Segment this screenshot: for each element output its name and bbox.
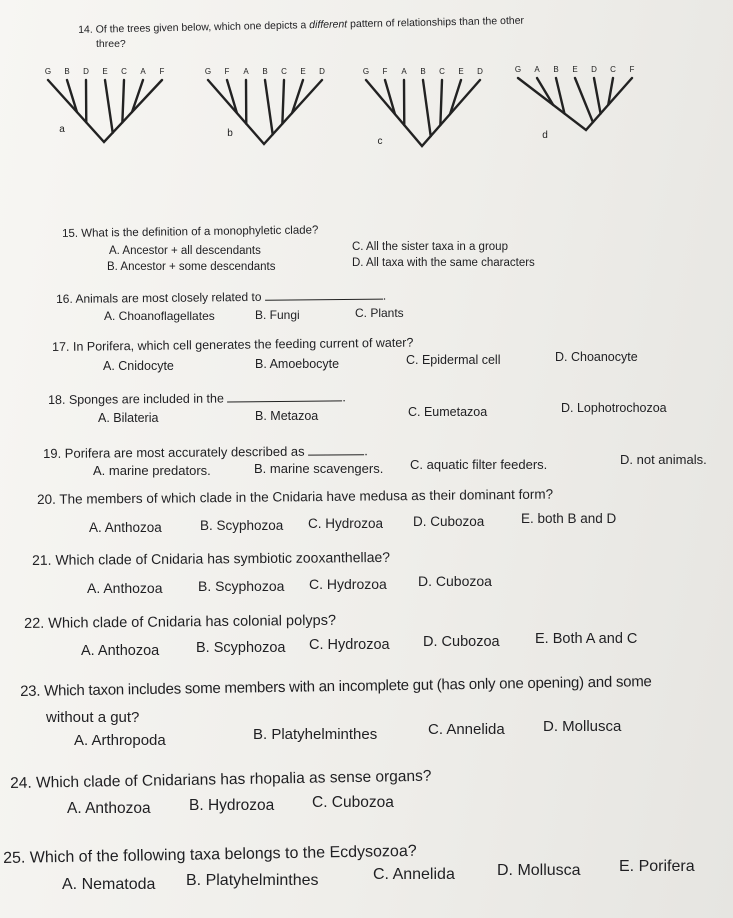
tree-label: b xyxy=(227,128,233,139)
q20-option-d[interactable]: D. Cubozoa xyxy=(413,514,485,529)
q20-option-a[interactable]: A. Anthozoa xyxy=(89,520,162,535)
q25-option-b[interactable]: B. Platyhelminthes xyxy=(186,872,319,889)
question-23: 23. Which taxon includes some members with an incomplete gut (has only one opening) and some xyxy=(20,673,652,700)
question-18-text: 18. Sponges are included in the xyxy=(48,391,224,407)
q15-option-a[interactable]: A. Ancestor + all descendants xyxy=(109,245,261,257)
q22-option-b[interactable]: B. Scyphozoa xyxy=(196,640,286,656)
q20-option-e[interactable]: E. both B and D xyxy=(521,511,617,526)
tree-leaf-label: E xyxy=(572,65,578,74)
tree-leaf-label: F xyxy=(159,67,165,76)
tree-branch xyxy=(518,78,632,130)
tree-branch xyxy=(208,80,322,144)
q18-option-b[interactable]: B. Metazoa xyxy=(255,409,319,423)
q15-option-b[interactable]: B. Ancestor + some descendants xyxy=(107,261,276,273)
q22-option-d[interactable]: D. Cubozoa xyxy=(423,634,500,650)
q20-option-c[interactable]: C. Hydrozoa xyxy=(308,516,384,531)
q17-option-c[interactable]: C. Epidermal cell xyxy=(406,353,501,367)
q24-option-a[interactable]: A. Anthozoa xyxy=(67,800,151,817)
question-14-text-b: pattern of relationships than the other xyxy=(347,14,525,31)
tree-branch xyxy=(366,80,480,146)
tree-branch xyxy=(440,80,442,125)
q17-option-a[interactable]: A. Cnidocyte xyxy=(103,359,174,373)
tree-branch xyxy=(282,80,284,124)
tree-leaf-label: B xyxy=(64,67,70,76)
tree-leaf-label: D xyxy=(83,67,89,76)
tree-branch xyxy=(122,80,124,122)
tree-leaf-label: C xyxy=(610,65,616,74)
q25-option-d[interactable]: D. Mollusca xyxy=(497,862,581,879)
question-14 xyxy=(78,15,524,36)
tree-branch xyxy=(575,78,593,122)
tree-leaf-label: F xyxy=(224,67,230,76)
tree-leaf-label: D xyxy=(591,65,597,74)
question-17: 17. In Porifera, which cell generates the feeding current of water? xyxy=(52,335,414,354)
q23-option-d[interactable]: D. Mollusca xyxy=(543,718,622,735)
q18-option-d[interactable]: D. Lophotrochozoa xyxy=(561,401,667,415)
q16-option-c[interactable]: C. Plants xyxy=(355,306,404,320)
answer-blank[interactable] xyxy=(265,299,383,301)
q21-option-a[interactable]: A. Anthozoa xyxy=(87,580,163,596)
question-19: 19. Porifera are most accurately described as . xyxy=(43,443,368,461)
tree-leaf-label: D xyxy=(477,67,483,76)
q18-option-c[interactable]: C. Eumetazoa xyxy=(408,405,488,419)
q21-option-d[interactable]: D. Cubozoa xyxy=(418,573,492,589)
tree-leaf-label: E xyxy=(102,67,108,76)
tree-branch xyxy=(265,80,273,134)
tree-label: a xyxy=(59,124,65,135)
tree-leaf-label: B xyxy=(420,67,426,76)
phylogenetic-trees xyxy=(40,60,680,160)
tree-branch xyxy=(594,78,601,114)
q23-option-c[interactable]: C. Annelida xyxy=(428,721,505,738)
q24-option-b[interactable]: B. Hydrozoa xyxy=(189,797,275,814)
tree-leaf-label: B xyxy=(262,67,268,76)
q16-option-a[interactable]: A. Choanoflagellates xyxy=(104,309,215,323)
tree-c xyxy=(363,67,483,147)
tree-branch xyxy=(105,80,113,133)
question-18: 18. Sponges are included in the . xyxy=(48,390,346,407)
q17-option-d[interactable]: D. Choanocyte xyxy=(555,350,638,364)
q25-option-e[interactable]: E. Porifera xyxy=(619,858,695,875)
answer-blank[interactable] xyxy=(227,400,342,402)
q16-option-b[interactable]: B. Fungi xyxy=(255,308,300,322)
q24-option-c[interactable]: C. Cubozoa xyxy=(312,794,394,811)
tree-label: d xyxy=(542,130,548,141)
q19-option-c[interactable]: C. aquatic filter feeders. xyxy=(410,457,548,472)
q19-option-a[interactable]: A. marine predators. xyxy=(93,463,211,478)
tree-leaf-label: A xyxy=(401,67,407,76)
question-19-text: 19. Porifera are most accurately described as xyxy=(43,443,305,461)
q23-option-b[interactable]: B. Platyhelminthes xyxy=(253,726,378,743)
tree-a xyxy=(45,67,165,142)
q21-option-c[interactable]: C. Hydrozoa xyxy=(309,576,387,592)
tree-leaf-label: A xyxy=(140,67,146,76)
question-16: 16. Animals are most closely related to . xyxy=(56,288,387,306)
q18-option-a[interactable]: A. Bilateria xyxy=(98,411,159,425)
q22-option-e[interactable]: E. Both A and C xyxy=(535,631,638,647)
question-14-emphasis: different xyxy=(309,18,348,32)
tree-leaf-label: B xyxy=(553,65,559,74)
tree-leaf-label: D xyxy=(319,67,325,76)
q22-option-c[interactable]: C. Hydrozoa xyxy=(309,637,390,653)
tree-branch xyxy=(423,80,431,136)
question-25: 25. Which of the following taxa belongs to the Ecdysozoa? xyxy=(3,842,417,867)
q25-option-c[interactable]: C. Annelida xyxy=(373,866,455,883)
tree-leaf-label: G xyxy=(44,67,52,76)
question-16-text: 16. Animals are most closely related to xyxy=(56,289,262,306)
q17-option-b[interactable]: B. Amoebocyte xyxy=(255,357,340,371)
tree-leaf-label: C xyxy=(121,67,127,76)
q20-option-b[interactable]: B. Scyphozoa xyxy=(200,518,284,533)
tree-leaf-label: F xyxy=(629,65,635,74)
q25-option-a[interactable]: A. Nematoda xyxy=(62,876,156,893)
q21-option-b[interactable]: B. Scyphozoa xyxy=(198,578,285,594)
question-23-continued: without a gut? xyxy=(46,709,140,726)
question-15: 15. What is the definition of a monophyletic clade? xyxy=(62,224,319,240)
tree-leaf-label: E xyxy=(458,67,464,76)
q19-option-b[interactable]: B. marine scavengers. xyxy=(254,461,384,476)
q23-option-a[interactable]: A. Arthropoda xyxy=(74,732,166,749)
question-14-text-a: 14. Of the trees given below, which one depicts a xyxy=(78,19,310,36)
tree-leaf-label: A xyxy=(534,65,540,74)
tree-label: c xyxy=(377,136,383,147)
tree-branch xyxy=(48,80,162,142)
tree-leaf-label: A xyxy=(243,67,249,76)
q15-option-c[interactable]: C. All the sister taxa in a group xyxy=(352,241,508,253)
q15-option-d[interactable]: D. All taxa with the same characters xyxy=(352,257,535,269)
question-22: 22. Which clade of Cnidaria has colonial polyps? xyxy=(24,612,337,632)
question-20: 20. The members of which clade in the Cnidaria have medusa as their dominant form? xyxy=(37,486,554,507)
tree-leaf-label: G xyxy=(514,65,522,74)
tree-leaf-label: G xyxy=(362,67,370,76)
tree-leaf-label: G xyxy=(204,67,212,76)
q19-option-d[interactable]: D. not animals. xyxy=(620,452,707,467)
tree-d xyxy=(515,65,635,141)
question-21: 21. Which clade of Cnidaria has symbiotic zooxanthellae? xyxy=(32,548,391,568)
tree-b xyxy=(205,67,325,144)
tree-leaf-label: C xyxy=(439,67,445,76)
question-14-continued: three? xyxy=(96,38,126,50)
q22-option-a[interactable]: A. Anthozoa xyxy=(81,643,160,659)
tree-leaf-label: F xyxy=(382,67,388,76)
tree-leaf-label: E xyxy=(300,67,306,76)
answer-blank[interactable] xyxy=(308,454,364,455)
tree-branch xyxy=(537,78,553,105)
question-24: 24. Which clade of Cnidarians has rhopalia as sense organs? xyxy=(10,767,432,792)
tree-leaf-label: C xyxy=(281,67,287,76)
